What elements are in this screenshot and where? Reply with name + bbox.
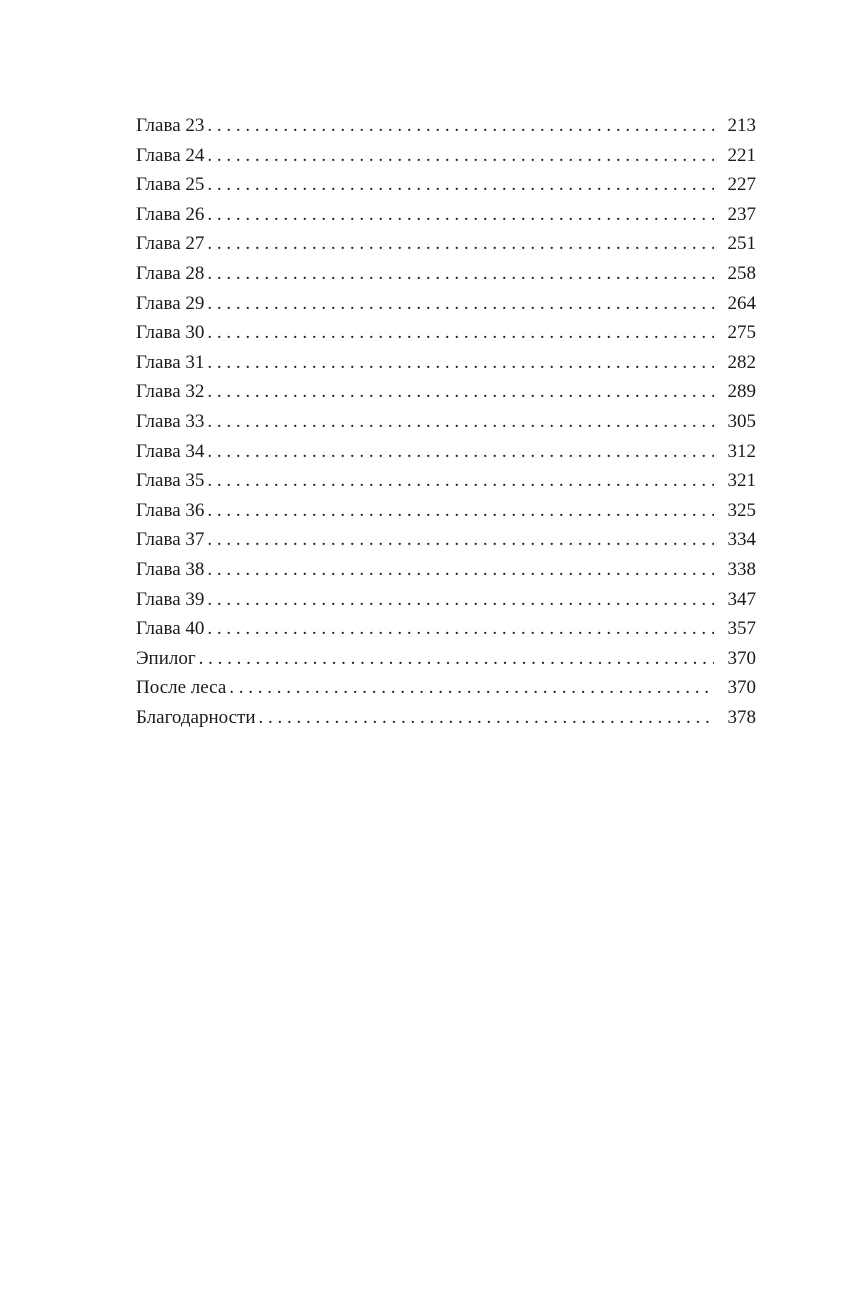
toc-entry[interactable] (136, 289, 756, 319)
table-of-contents (136, 111, 756, 732)
toc-dot-leader (207, 289, 714, 319)
toc-entry-title: Глава 33 (136, 410, 205, 432)
toc-dot-leader (229, 673, 714, 703)
toc-entry[interactable] (136, 170, 756, 200)
toc-entry[interactable] (136, 525, 756, 555)
toc-entry-page: 275 (727, 322, 756, 344)
toc-entry-page: 213 (727, 115, 756, 136)
toc-entry-title: Глава 27 (136, 233, 205, 255)
toc-entry-title: Глава 31 (136, 351, 205, 373)
toc-dot-leader (207, 111, 714, 141)
toc-entry-page: 221 (727, 144, 756, 166)
toc-entry[interactable] (136, 673, 756, 703)
toc-entry[interactable] (136, 111, 756, 141)
toc-entry[interactable] (136, 259, 756, 289)
toc-dot-leader (199, 644, 714, 674)
toc-entry-title: Глава 34 (136, 440, 205, 462)
toc-dot-leader (207, 229, 714, 259)
toc-entry-title: Глава 40 (136, 618, 205, 640)
toc-entry-page: 347 (727, 588, 756, 610)
toc-dot-leader (207, 437, 714, 467)
toc-entry[interactable] (136, 496, 756, 526)
toc-entry-page: 289 (727, 381, 756, 403)
toc-dot-leader (207, 170, 714, 200)
toc-dot-leader (207, 259, 714, 289)
toc-entry-page: 227 (727, 174, 756, 196)
toc-entry-page: 378 (727, 706, 756, 728)
toc-dot-leader (207, 614, 714, 644)
toc-entry-title: Глава 25 (136, 174, 205, 196)
toc-dot-leader (207, 141, 714, 171)
toc-dot-leader (207, 377, 714, 407)
toc-entry-page: 237 (727, 203, 756, 225)
toc-entry-title: Эпилог (136, 647, 196, 669)
toc-entry-page: 321 (727, 470, 756, 492)
toc-entry-title: Глава 28 (136, 262, 205, 284)
toc-entry-page: 305 (727, 410, 756, 432)
toc-dot-leader (207, 555, 714, 585)
toc-entry-title: После леса (136, 677, 227, 699)
toc-entry[interactable] (136, 614, 756, 644)
toc-entry-page: 370 (727, 677, 756, 699)
toc-entry[interactable] (136, 585, 756, 615)
toc-entry[interactable] (136, 466, 756, 496)
toc-entry[interactable] (136, 200, 756, 230)
toc-entry-title: Глава 32 (136, 381, 205, 403)
toc-entry-title: Глава 23 (136, 115, 205, 136)
toc-entry[interactable] (136, 555, 756, 585)
toc-entry-page: 258 (727, 262, 756, 284)
toc-entry-page: 325 (727, 499, 756, 521)
toc-entry-page: 312 (727, 440, 756, 462)
toc-dot-leader (259, 703, 715, 733)
toc-entry-title: Благодарности (136, 706, 256, 728)
toc-entry-page: 264 (727, 292, 756, 314)
toc-entry-page: 370 (727, 647, 756, 669)
toc-entry[interactable] (136, 437, 756, 467)
toc-dot-leader (207, 525, 714, 555)
toc-entry[interactable] (136, 644, 756, 674)
toc-entry-title: Глава 29 (136, 292, 205, 314)
toc-entry[interactable] (136, 229, 756, 259)
toc-dot-leader (207, 318, 714, 348)
toc-dot-leader (207, 466, 714, 496)
toc-entry[interactable] (136, 318, 756, 348)
toc-entry-title: Глава 37 (136, 529, 205, 551)
toc-entry-page: 251 (727, 233, 756, 255)
toc-entry-title: Глава 39 (136, 588, 205, 610)
toc-dot-leader (207, 496, 714, 526)
toc-entry-page: 282 (727, 351, 756, 373)
toc-entry[interactable] (136, 377, 756, 407)
toc-entry-page: 338 (727, 558, 756, 580)
toc-entry[interactable] (136, 407, 756, 437)
toc-dot-leader (207, 585, 714, 615)
toc-entry-title: Глава 30 (136, 322, 205, 344)
toc-entry-title: Глава 36 (136, 499, 205, 521)
toc-dot-leader (207, 407, 714, 437)
toc-dot-leader (207, 348, 714, 378)
toc-entry-title: Глава 38 (136, 558, 205, 580)
toc-entry[interactable] (136, 348, 756, 378)
toc-entry-page: 334 (727, 529, 756, 551)
toc-entry-title: Глава 35 (136, 470, 205, 492)
toc-entry-title: Глава 26 (136, 203, 205, 225)
toc-entry[interactable] (136, 141, 756, 171)
toc-entry-page: 357 (727, 618, 756, 640)
toc-dot-leader (207, 200, 714, 230)
toc-entry-title: Глава 24 (136, 144, 205, 166)
toc-entry[interactable] (136, 703, 756, 733)
